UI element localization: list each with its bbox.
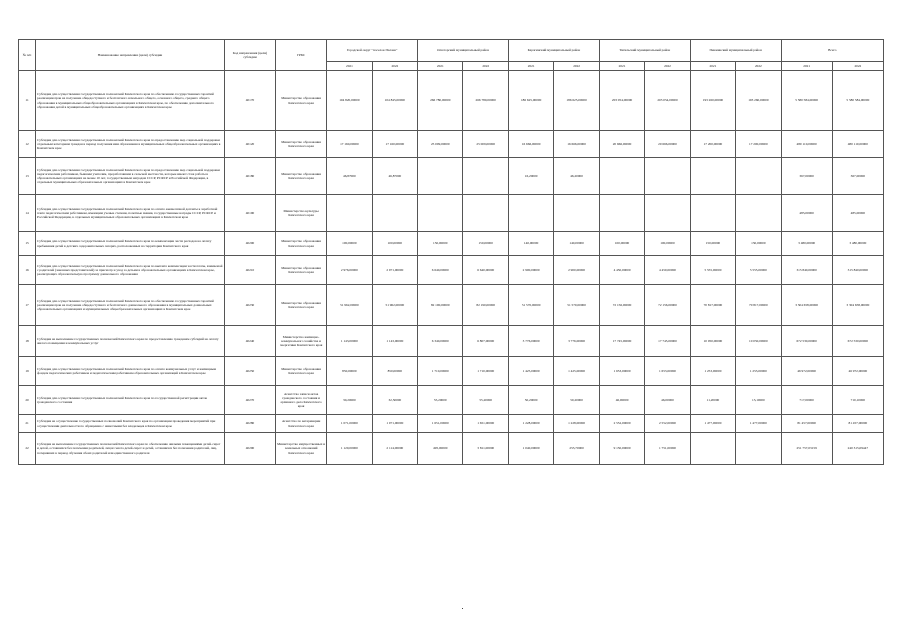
year-header: 2021 xyxy=(418,62,463,71)
subsidy-name: Субсидия для осуществления государственных полномочий Камчатского края по предоставлению мер социальной поддержки отдельным категориям граждан в период получения ими образования в муниципальных общеобразовательных организациях в Камчатском крае xyxy=(36,131,225,158)
amount-cell xyxy=(736,158,781,195)
amount-cell: 150,00000 xyxy=(463,232,508,256)
table-row xyxy=(19,256,884,285)
amount-cell: 16,20000 xyxy=(508,158,553,195)
amount-cell: 1 425,00000 xyxy=(508,357,553,386)
total-cell: 46 972,00000 xyxy=(832,357,883,386)
year-header: 2022 xyxy=(736,62,781,71)
amount-cell: 70 817,00000 xyxy=(736,285,781,326)
amount-cell: 1 040,00000 xyxy=(508,433,553,465)
amount-cell xyxy=(736,433,781,465)
amount-cell: 25 009,00000 xyxy=(463,131,508,158)
amount-cell: 20 666,00000 xyxy=(599,131,644,158)
total-cell: 5 580 584,00000 xyxy=(832,71,883,131)
amount-cell: 850,00000 xyxy=(372,357,417,386)
col-group-header: Всего xyxy=(781,40,883,62)
table-row xyxy=(19,285,884,326)
row-number: 18 xyxy=(19,326,36,357)
amount-cell: 1 253,00000 xyxy=(736,357,781,386)
amount-cell: 1 653,00000 xyxy=(645,357,690,386)
subsidy-name: Субсидия для осуществления государственных полномочий Камчатского края по обеспечению государственных гарантий реализации прав на получение общедоступного и бесплатного дошкольного образования в муниципальных дошкольных образовательных организациях и муниципальных общеобразовательных организациях в Камчатском крае xyxy=(36,285,225,326)
amount-cell: 17 200,00000 xyxy=(690,131,735,158)
amount-cell: 1 651,00000 xyxy=(418,415,463,433)
subsidy-name: Субсидия для осуществления государственных полномочий Камчатского края по государственной регистрации актов гражданского состояния xyxy=(36,386,225,415)
row-number: 16 xyxy=(19,256,36,285)
col-group-header: Пенжинский муниципальный район xyxy=(690,40,781,62)
total-cell: 485,00000 xyxy=(781,195,832,232)
row-number: 19 xyxy=(19,357,36,386)
grbs-name: Министерство образования Камчатского края xyxy=(276,285,327,326)
amount-cell: 51 962,00000 xyxy=(372,285,417,326)
amount-cell xyxy=(508,195,553,232)
subsidy-code: 40270 xyxy=(224,386,275,415)
subsidy-name: Субсидия на осуществление государственных полномочий Камчатского края по организации проведения мероприятий при осуществлении деятельности по обращению с животными без владельцев в Камчатском крае xyxy=(36,415,225,433)
amount-cell: 70 817,00000 xyxy=(690,285,735,326)
year-header: 2021 xyxy=(508,62,553,71)
amount-cell: 1 651,00000 xyxy=(463,415,508,433)
amount-cell: 150,00000 xyxy=(690,232,735,256)
amount-cell: 104 820,00000 xyxy=(327,71,372,131)
amount-cell: 3 811,00000 xyxy=(463,433,508,465)
grbs-name: Министерство образования Камчатского края xyxy=(276,71,327,131)
col-group-header: Карагинский муниципальный район xyxy=(508,40,599,62)
amount-cell: 11,20000 xyxy=(690,386,735,415)
amount-cell: 1 253,00000 xyxy=(690,357,735,386)
amount-cell xyxy=(690,433,735,465)
amount-cell: 1 071,00000 xyxy=(372,415,417,433)
amount-cell: 266 780,00000 xyxy=(418,71,463,131)
table-row xyxy=(19,158,884,195)
subsidy-code: 40180 xyxy=(224,158,275,195)
amount-cell: 1 710,00000 xyxy=(418,357,463,386)
amount-cell: 203 054,00000 xyxy=(645,71,690,131)
amount-cell: 1 477,00000 xyxy=(736,415,781,433)
subsidy-code: 40190 xyxy=(224,195,275,232)
grbs-name: Министерство жилищно-коммунального хозяйства и энергетики Камчатского края xyxy=(276,326,327,357)
total-cell: 672 530,00000 xyxy=(781,326,832,357)
amount-cell: 203 054,00000 xyxy=(599,71,644,131)
amount-cell: 1 653,00000 xyxy=(599,357,644,386)
total-cell: 717,00000 xyxy=(781,386,832,415)
amount-cell: 253,70000 xyxy=(554,433,599,465)
amount-cell xyxy=(418,158,463,195)
amount-cell xyxy=(690,195,735,232)
total-cell: 710,10000 xyxy=(832,386,883,415)
amount-cell xyxy=(645,158,690,195)
table-row xyxy=(19,433,884,465)
amount-cell: 25 009,00000 xyxy=(418,131,463,158)
row-number: 22 xyxy=(19,433,36,465)
total-cell: 480 110,00000 xyxy=(832,131,883,158)
row-number: 15 xyxy=(19,232,36,256)
header-row-1 xyxy=(19,40,884,62)
table-row xyxy=(19,415,884,433)
total-cell: 251 757,03159 xyxy=(781,433,832,465)
amount-cell: 1 477,00000 xyxy=(690,415,735,433)
amount-cell: 82 190,00000 xyxy=(463,285,508,326)
subsidy-name: Субсидия для осуществления государственных полномочий Камчатского края по обеспечению государственных гарантий реализации прав на получение общедоступного и бесплатного начального общего, основного общего, среднего общего образования в муниципальных общеобразовательных организациях в Камчатском крае, по обеспечению дополнительного образования детей в муниципальных общеобразовательных организациях в Камчатском крае xyxy=(36,71,225,131)
amount-cell: 17 160,00000 xyxy=(372,131,417,158)
subsidy-name: Субсидия для осуществления государственных полномочий Камчатского края по предоставлению мер социальной поддержки педагогическим работникам, бывшим учителям, проработавшим в сельской местности, которые имеют стаж работы в образовательных организациях не менее 10 лет, государственным наградам СССР, РСФСР и Российской Федерации, в отдельных муниципальных образовательных организациях в Камчатском крае xyxy=(36,158,225,195)
amount-cell: 150,00000 xyxy=(418,232,463,256)
subsidy-code: 40280 xyxy=(224,415,275,433)
amount-cell: 1 143,00000 xyxy=(372,326,417,357)
amount-cell: 55,20000 xyxy=(463,386,508,415)
total-cell: 3 304 658,00000 xyxy=(832,285,883,326)
amount-cell: 51 570,00000 xyxy=(508,285,553,326)
amount-cell: 16 666,00000 xyxy=(508,131,553,158)
subsidy-code: 40250 xyxy=(224,357,275,386)
table-row xyxy=(19,357,884,386)
amount-cell xyxy=(599,195,644,232)
amount-cell: 46,00000 xyxy=(645,386,690,415)
subsidy-table xyxy=(18,39,884,465)
amount-cell: 2 900,00000 xyxy=(508,256,553,285)
total-cell: 5 580 584,00000 xyxy=(781,71,832,131)
col-group-header: Городской округ "поселок Палана" xyxy=(327,40,418,62)
year-header: 2021 xyxy=(327,62,372,71)
amount-cell xyxy=(645,195,690,232)
subsidy-code: 40290 xyxy=(224,433,275,465)
total-cell: 367,00000 xyxy=(832,158,883,195)
amount-cell: 16 666,00000 xyxy=(554,131,599,158)
amount-cell: 13,10000 xyxy=(736,386,781,415)
amount-cell: 55,20000 xyxy=(418,386,463,415)
page-mark xyxy=(462,608,463,609)
amount-cell: 6 640,00000 xyxy=(418,256,463,285)
col-name-header: Наименование направления (цели) субсидии xyxy=(36,40,225,71)
amount-cell: 17 160,00000 xyxy=(327,131,372,158)
amount-cell: 2 900,00000 xyxy=(554,256,599,285)
amount-cell: 2 976,00000 xyxy=(327,256,372,285)
amount-cell: 104 845,00000 xyxy=(372,71,417,131)
table-row xyxy=(19,71,884,131)
subsidy-name: Субсидия для осуществления государственных полномочий Камчатского края по компенсации части расходов на оплату пребывания детей в детских оздоровительных лагерях, расположенных на территории Камчатского края xyxy=(36,232,225,256)
total-cell: 315 840,00000 xyxy=(832,256,883,285)
grbs-name: Агентство записи актов гражданского состояния и архивного дела Камчатского края xyxy=(276,386,327,415)
col-grbs-header: ГРБС xyxy=(276,40,327,71)
table-row xyxy=(19,131,884,158)
amount-cell: 100,00000 xyxy=(327,232,372,256)
amount-cell: 72 156,00000 xyxy=(645,285,690,326)
amount-cell: 82 190,00000 xyxy=(418,285,463,326)
subsidy-name: Субсидия для осуществления государственных полномочий Камчатского края по выплате компенсации части платы, взимаемой с родителей (законных представителей) за присмотр и уход за детьми в образовательных организациях в Камчатском крае, реализующих образовательную программу дошкольного образования xyxy=(36,256,225,285)
subsidy-code: 40210 xyxy=(224,256,275,285)
amount-cell: 30,20000 xyxy=(327,386,372,415)
amount-cell: 100,00000 xyxy=(372,232,417,256)
amount-cell: 140,00000 xyxy=(508,232,553,256)
amount-cell: 266 780,00000 xyxy=(463,71,508,131)
year-header: 2022 xyxy=(832,62,883,71)
year-header: 2022 xyxy=(463,62,508,71)
subsidy-code: 40240 xyxy=(224,326,275,357)
year-header: 2021 xyxy=(781,62,832,71)
amount-cell: 20 666,00000 xyxy=(645,131,690,158)
total-cell: 81 457,00000 xyxy=(832,415,883,433)
year-header: 2022 xyxy=(372,62,417,71)
total-cell: 480 110,00000 xyxy=(781,131,832,158)
row-number: 12 xyxy=(19,131,36,158)
amount-cell: 193 260,00000 xyxy=(736,71,781,131)
amount-cell: 72 156,00000 xyxy=(599,285,644,326)
total-cell: 240 315,09447 xyxy=(832,433,883,465)
grbs-name: Министерство образования Камчатского края xyxy=(276,357,327,386)
amount-cell: 1 751,00000 xyxy=(645,433,690,465)
amount-cell: 1 228,00000 xyxy=(508,415,553,433)
grbs-name: Агентство по ветеринарии Камчатского края xyxy=(276,415,327,433)
amount-cell: 9 150,00000 xyxy=(599,433,644,465)
amount-cell: 186 625,00000 xyxy=(554,71,599,131)
total-cell: 46 972,00000 xyxy=(781,357,832,386)
amount-cell: 2 114,00000 xyxy=(372,433,417,465)
amount-cell xyxy=(690,158,735,195)
grbs-name: Министерство образования Камчатского края xyxy=(276,256,327,285)
amount-cell: 2 552,00000 xyxy=(645,415,690,433)
amount-cell: 6 640,00000 xyxy=(463,256,508,285)
year-header: 2022 xyxy=(645,62,690,71)
amount-cell: 2 552,00000 xyxy=(599,415,644,433)
amount-cell: 17 745,00000 xyxy=(645,326,690,357)
amount-cell xyxy=(418,195,463,232)
amount-cell: 100,00000 xyxy=(599,232,644,256)
total-cell: 485,00000 xyxy=(832,195,883,232)
amount-cell: 1 143,00000 xyxy=(327,326,372,357)
amount-cell: 3 776,00000 xyxy=(508,326,553,357)
table-row xyxy=(19,326,884,357)
subsidy-code: 40120 xyxy=(224,131,275,158)
amount-cell: 17 745,00000 xyxy=(599,326,644,357)
total-cell: 3 304 658,00000 xyxy=(781,285,832,326)
col-num-header: № п/п xyxy=(19,40,36,71)
amount-cell: 46,20000 xyxy=(554,158,599,195)
year-header: 2021 xyxy=(690,62,735,71)
amount-cell: 5 555,00000 xyxy=(736,256,781,285)
amount-cell: 186 625,00000 xyxy=(508,71,553,131)
amount-cell: 1 120,00000 xyxy=(327,433,372,465)
amount-cell: 1 228,00000 xyxy=(554,415,599,433)
amount-cell: 1 425,00000 xyxy=(554,357,599,386)
amount-cell xyxy=(463,158,508,195)
year-header: 2022 xyxy=(554,62,599,71)
subsidy-name: Субсидия для осуществления государственных полномочий Камчатского края по оплате коммунальных услуг и жилищным фондом педагогических работников и педагогическим работникам образовательных организаций в Камчатском крае xyxy=(36,357,225,386)
total-cell: 672 530,00000 xyxy=(832,326,883,357)
row-number: 11 xyxy=(19,71,36,131)
row-number: 20 xyxy=(19,386,36,415)
grbs-name: Министерство образования Камчатского края xyxy=(276,131,327,158)
row-number: 21 xyxy=(19,415,36,433)
row-number: 13 xyxy=(19,158,36,195)
table-row xyxy=(19,195,884,232)
amount-cell: 100,00000 xyxy=(645,232,690,256)
amount-cell: 51 962,00000 xyxy=(327,285,372,326)
amount-cell xyxy=(736,195,781,232)
col-group-header: Олюторский муниципальный район xyxy=(418,40,509,62)
amount-cell: 140,00000 xyxy=(554,232,599,256)
amount-cell: 1 710,00000 xyxy=(463,357,508,386)
amount-cell: 150,00000 xyxy=(736,232,781,256)
amount-cell: 2 971,00000 xyxy=(372,256,417,285)
col-code-header: Код направления (цели) субсидии xyxy=(224,40,275,71)
subsidy-code: 40230 xyxy=(224,285,275,326)
total-cell: 81 457,00000 xyxy=(781,415,832,433)
grbs-name: Министерство образования Камчатского края xyxy=(276,232,327,256)
amount-cell: 6 340,00000 xyxy=(418,326,463,357)
amount-cell: 1 071,00000 xyxy=(327,415,372,433)
table-row xyxy=(19,232,884,256)
total-cell: 3 480,00000 xyxy=(781,232,832,256)
grbs-name: Министерство имущественных и земельных отношений Камчатского края xyxy=(276,433,327,465)
subsidy-code: 40170 xyxy=(224,71,275,131)
amount-cell: 17 200,00000 xyxy=(736,131,781,158)
subsidy-name: Субсидия для осуществления государственных полномочий Камчатского края по оплате ежемесячной доплаты к заработной плате педагогическим работникам, имеющим ученые степени, почетные звания, государственные награды СССР, РСФСР и Российской Федерации, в отдельных муниципальных образовательных организациях в Камчатском крае xyxy=(36,195,225,232)
grbs-name: Министерство культуры Камчатского края xyxy=(276,195,327,232)
amount-cell: 50,20000 xyxy=(508,386,553,415)
row-number: 14 xyxy=(19,195,36,232)
amount-cell: 10 050,00000 xyxy=(690,326,735,357)
grbs-name: Министерство образования Камчатского края xyxy=(276,158,327,195)
amount-cell: 6 807,00000 xyxy=(463,326,508,357)
amount-cell xyxy=(327,195,372,232)
total-cell: 367,00000 xyxy=(781,158,832,195)
row-number: 17 xyxy=(19,285,36,326)
amount-cell xyxy=(372,195,417,232)
amount-cell: 4 450,00000 xyxy=(645,256,690,285)
year-header: 2021 xyxy=(599,62,644,71)
col-group-header: Тигильский муниципальный район xyxy=(599,40,690,62)
amount-cell: 46,00000 xyxy=(599,386,644,415)
amount-cell: 193 260,00000 xyxy=(690,71,735,131)
amount-cell: 51 570,00000 xyxy=(554,285,599,326)
total-cell: 3 480,00000 xyxy=(832,232,883,256)
amount-cell: 5 555,00000 xyxy=(690,256,735,285)
amount-cell: 850,00000 xyxy=(327,357,372,386)
total-cell: 315 840,00000 xyxy=(781,256,832,285)
subsidy-name: Субсидия на выполнение государственных полномочий Камчатского края по предоставлению гражданам субсидий на оплату жилого помещения и коммунальных услуг xyxy=(36,326,225,357)
amount-cell: 50,20000 xyxy=(554,386,599,415)
amount-cell xyxy=(599,158,644,195)
amount-cell xyxy=(463,195,508,232)
amount-cell: 10 050,00000 xyxy=(736,326,781,357)
amount-cell: 46,87000 xyxy=(372,158,417,195)
amount-cell: 3 776,00000 xyxy=(554,326,599,357)
subsidy-code: 40200 xyxy=(224,232,275,256)
subsidy-name: Субсидия на выполнение государственных полномочий Камчатского края по обеспечению жилыми помещениями детей-сирот и детей, оставшихся без попечения родителей, лиц из числа детей-сирот и детей, оставшихся без попечения родителей, лиц, потерявших в период обучения обоих родителей или единственного родителя xyxy=(36,433,225,465)
amount-cell: 46,87000 xyxy=(327,158,372,195)
table-row xyxy=(19,386,884,415)
amount-cell: 4 450,00000 xyxy=(599,256,644,285)
amount-cell: 32,50000 xyxy=(372,386,417,415)
amount-cell xyxy=(554,195,599,232)
amount-cell: 495,00000 xyxy=(418,433,463,465)
